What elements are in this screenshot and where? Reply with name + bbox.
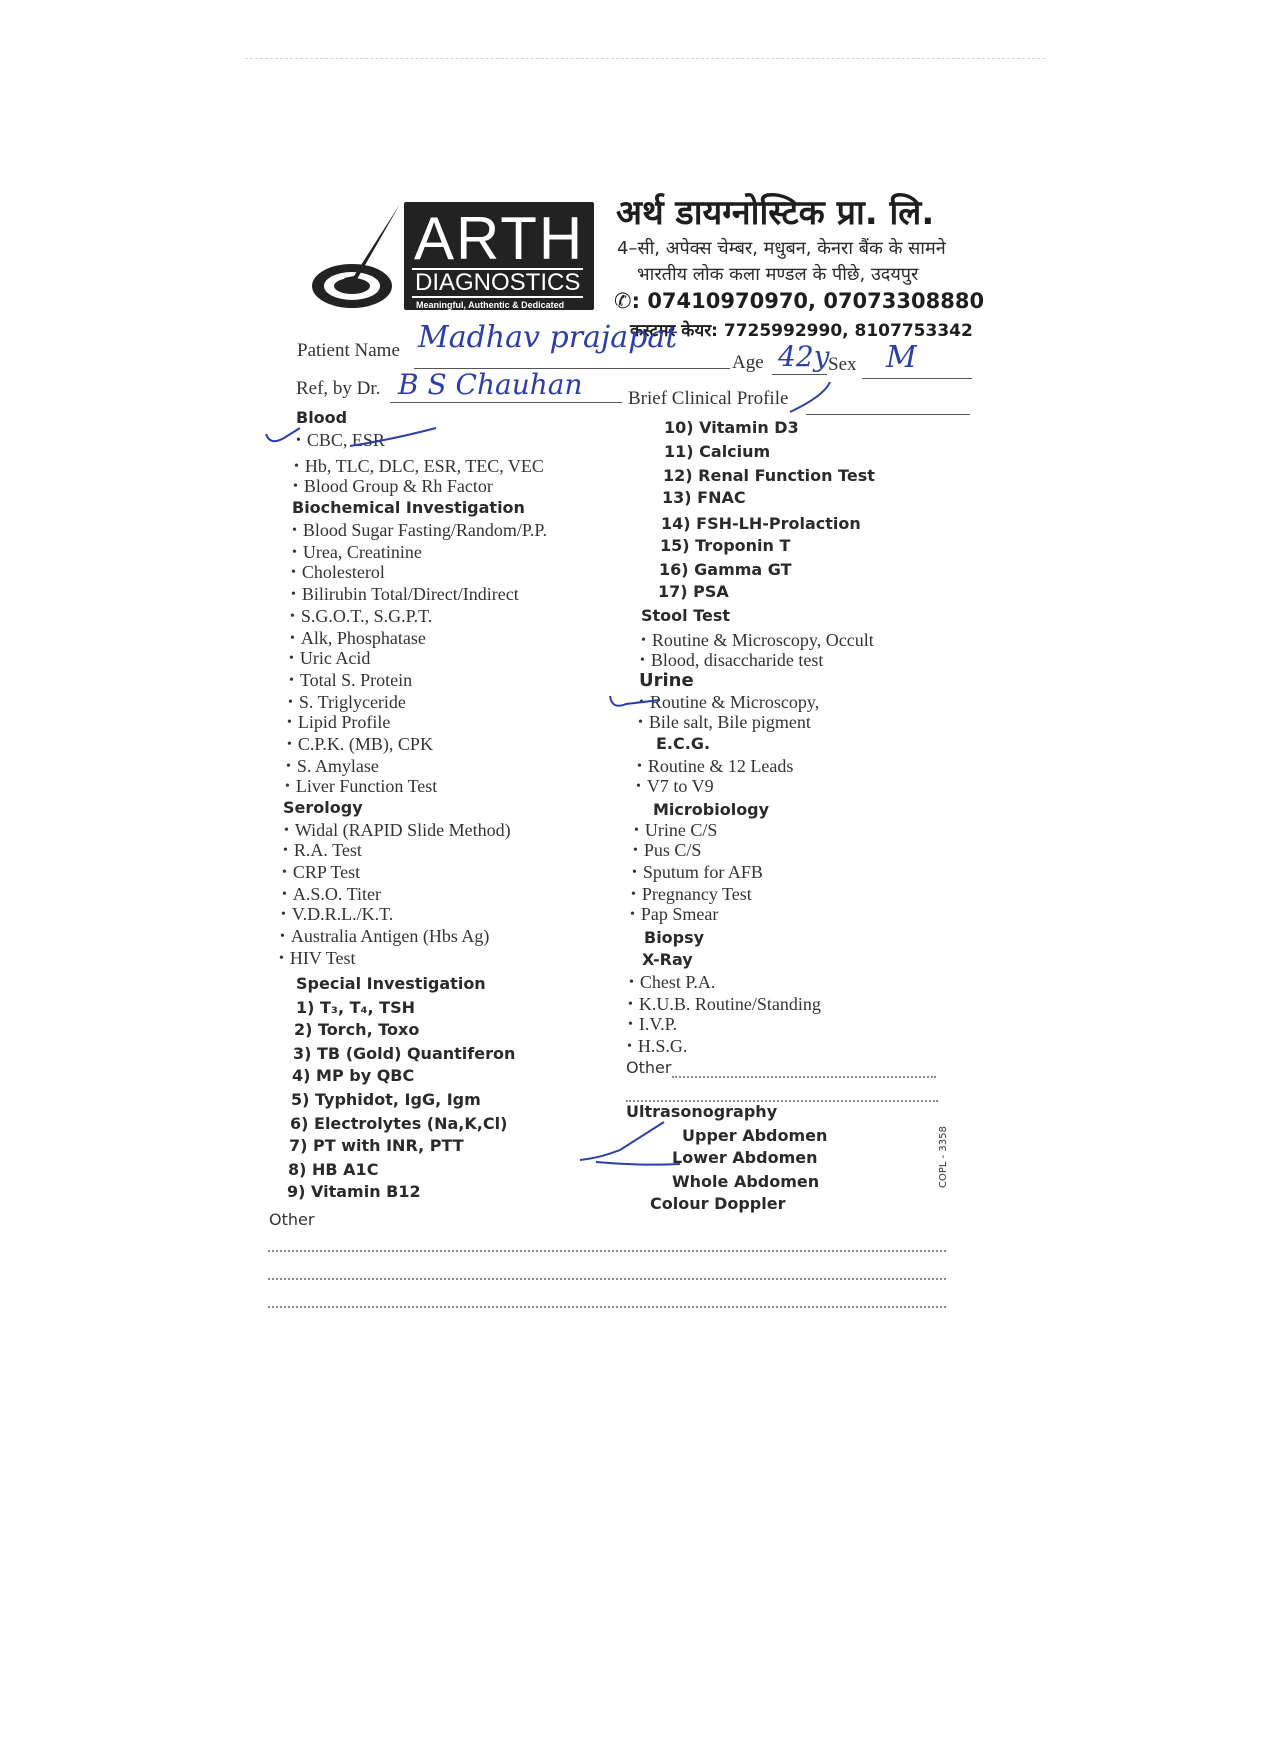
special-test-item: 2) Torch, Toxo	[294, 1020, 420, 1039]
special-test-item: 10) Vitamin D3	[664, 418, 799, 437]
usg-item: Lower Abdomen	[672, 1148, 818, 1167]
special-test-item: 5) Typhidot, IgG, Igm	[291, 1090, 481, 1109]
test-item: • Lipid Profile	[287, 712, 390, 733]
test-item: • R.A. Test	[283, 840, 362, 861]
special-test-item: 9) Vitamin B12	[287, 1182, 421, 1201]
company-name-hindi: अर्थ डायग्नोस्टिक प्रा. लि.	[616, 193, 935, 233]
test-item: • Urea, Creatinine	[292, 542, 422, 563]
test-item: • H.S.G.	[627, 1036, 687, 1057]
test-item: • Routine & Microscopy,	[639, 692, 819, 713]
tick-mark	[610, 696, 660, 706]
test-item: • Chest P.A.	[629, 972, 715, 993]
patient-name-label: Patient Name	[297, 340, 400, 361]
other-label-left: Other	[269, 1210, 315, 1229]
sex-value: M	[886, 340, 917, 375]
test-item: • Blood, disaccharide test	[640, 650, 823, 671]
tick-mark	[580, 1122, 664, 1160]
special-test-item: 13) FNAC	[662, 488, 746, 507]
pen-stroke	[596, 1162, 680, 1165]
special-test-item: 8) HB A1C	[288, 1160, 379, 1179]
test-item: • V7 to V9	[636, 776, 714, 797]
test-item: • Blood Group & Rh Factor	[293, 476, 493, 497]
special-test-item: 14) FSH-LH-Prolaction	[661, 514, 861, 533]
patient-name-value: Madhav prajapat	[418, 320, 678, 355]
heading-ecg: E.C.G.	[656, 734, 711, 753]
test-item: • Pus C/S	[633, 840, 701, 861]
phone-numbers: ✆: 07410970970, 07073308880	[614, 289, 985, 313]
test-item: • Total S. Protein	[289, 670, 412, 691]
usg-item: Colour Doppler	[650, 1194, 786, 1213]
pen-stroke	[350, 428, 436, 446]
ref-doctor-label: Ref, by Dr.	[296, 378, 381, 399]
test-item: • Hb, TLC, DLC, ESR, TEC, VEC	[294, 456, 544, 477]
pen-stroke	[790, 382, 830, 412]
ref-doctor-value: B S Chauhan	[398, 368, 583, 401]
logo-sub: DIAGNOSTICS	[412, 268, 583, 298]
test-item: • Pregnancy Test	[631, 884, 752, 905]
special-test-item: 12) Renal Function Test	[663, 466, 875, 485]
heading-blood: Blood	[296, 408, 348, 427]
test-item: • Bilirubin Total/Direct/Indirect	[291, 584, 519, 605]
test-item: • Liver Function Test	[285, 776, 437, 797]
address-line-2: भारतीय लोक कला मण्डल के पीछे, उदयपुर	[637, 264, 919, 285]
heading-biochemical: Biochemical Investigation	[292, 498, 525, 517]
heading-ultrasonography: Ultrasonography	[626, 1102, 778, 1121]
test-item: • K.U.B. Routine/Standing	[628, 994, 821, 1015]
test-item: • Alk, Phosphatase	[290, 628, 426, 649]
clinical-profile-label: Brief Clinical Profile	[628, 388, 789, 409]
test-item: • Routine & Microscopy, Occult	[641, 630, 874, 651]
other-label-right: Other	[626, 1058, 672, 1077]
tick-mark	[266, 428, 300, 441]
heading-xray: X-Ray	[642, 950, 693, 969]
test-item: • S. Triglyceride	[288, 692, 406, 713]
sex-label: Sex	[828, 354, 857, 375]
address-line-1: 4–सी, अपेक्स चेम्बर, मधुबन, केनरा बैंक के सामने	[617, 238, 946, 259]
test-item: • C.P.K. (MB), CPK	[287, 734, 433, 755]
heading-urine: Urine	[639, 670, 694, 691]
logo-tagline: Meaningful, Authentic & Dedicated	[416, 300, 565, 310]
test-item: • Urine C/S	[634, 820, 717, 841]
test-item: • I.V.P.	[628, 1014, 677, 1035]
test-item: • Australia Antigen (Hbs Ag)	[280, 926, 489, 947]
test-item: • Cholesterol	[291, 562, 385, 583]
special-test-item: 3) TB (Gold) Quantiferon	[293, 1044, 516, 1063]
test-item: • A.S.O. Titer	[282, 884, 381, 905]
heading-serology: Serology	[283, 798, 363, 817]
test-item: • S. Amylase	[286, 756, 379, 777]
test-item: • Widal (RAPID Slide Method)	[284, 820, 511, 841]
special-test-item: 1) T₃, T₄, TSH	[296, 998, 415, 1017]
special-test-item: 17) PSA	[658, 582, 729, 601]
heading-microbiology: Microbiology	[653, 800, 770, 819]
form-code: COPL - 3358	[938, 1126, 949, 1188]
test-item: • Sputum for AFB	[632, 862, 763, 883]
test-item: • Blood Sugar Fasting/Random/P.P.	[292, 520, 547, 541]
age-label: Age	[732, 352, 764, 373]
age-value: 42y	[778, 340, 830, 373]
logo-brand: ARTH	[414, 205, 585, 272]
test-item: • Bile salt, Bile pigment	[638, 712, 811, 733]
special-test-item: 7) PT with INR, PTT	[289, 1136, 464, 1155]
test-item: • CRP Test	[282, 862, 360, 883]
customer-care: कस्टमर केयर: 7725992990, 8107753342	[630, 321, 973, 341]
special-test-item: 11) Calcium	[664, 442, 771, 461]
test-item: • HIV Test	[279, 948, 355, 969]
test-item: • S.G.O.T., S.G.P.T.	[290, 606, 432, 627]
special-test-item: 4) MP by QBC	[292, 1066, 415, 1085]
special-test-item: 16) Gamma GT	[659, 560, 792, 579]
usg-item: Upper Abdomen	[682, 1126, 828, 1145]
test-item: • Routine & 12 Leads	[637, 756, 793, 777]
usg-item: Whole Abdomen	[672, 1172, 820, 1191]
test-item: • V.D.R.L./K.T.	[281, 904, 393, 925]
test-item: • Uric Acid	[289, 648, 370, 669]
special-test-item: 6) Electrolytes (Na,K,Cl)	[290, 1114, 508, 1133]
heading-biopsy: Biopsy	[644, 928, 705, 947]
test-item: • CBC, ESR	[296, 430, 385, 451]
heading-special-investigation: Special Investigation	[296, 974, 486, 993]
heading-stool: Stool Test	[641, 606, 731, 625]
special-test-item: 15) Troponin T	[660, 536, 791, 555]
phone-icon: ✆	[614, 289, 632, 313]
test-item: • Pap Smear	[630, 904, 718, 925]
